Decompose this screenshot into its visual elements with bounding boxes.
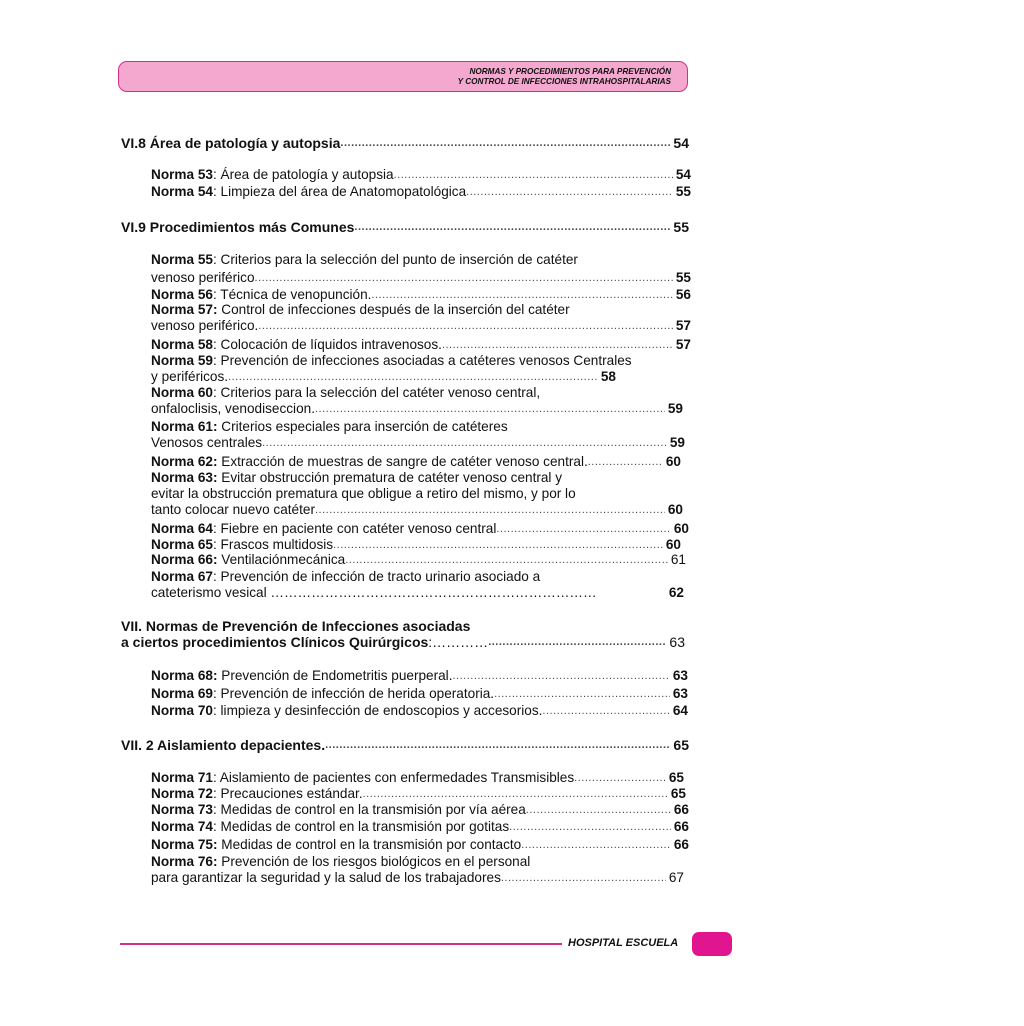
toc-entry-norma-65[interactable]: Norma 65: Frascos multidosis ..... 60 bbox=[151, 537, 681, 553]
toc-entry-norma-76[interactable]: Norma 76: Prevención de los riesgos biológicos en el personal para garantizar la seguridad y la salud de los trabajadores ..... 67 bbox=[151, 854, 684, 886]
footer-rule bbox=[120, 943, 562, 945]
toc-entry-norma-68[interactable]: Norma 68: Prevención de Endometritis puerperal. ..... 63 bbox=[151, 668, 688, 684]
toc-entry-norma-59[interactable]: Norma 59: Prevención de infecciones asociadas a catéteres venosos Centrales y periféricos. ..... 58 bbox=[151, 353, 632, 385]
toc-entry-norma-67[interactable]: Norma 67: Prevención de infección de tracto urinario asociado a cateterismo vesical ……………………………………………………………… 62 bbox=[151, 569, 684, 600]
toc-entry-norma-61[interactable]: Norma 61: Criterios especiales para inserción de catéteres Venosos centrales ..... 59 bbox=[151, 419, 685, 451]
toc-section-vi8[interactable]: VI.8 Área de patología y autopsia ..... 54 bbox=[121, 135, 689, 151]
toc-entry-norma-58[interactable]: Norma 58: Colocación de líquidos intravenosos. ..... 57 bbox=[151, 337, 691, 353]
toc-section-vii2[interactable]: VII. 2 Aislamiento depacientes. ..... 65 bbox=[121, 737, 689, 753]
toc-entry-norma-69[interactable]: Norma 69: Prevención de infección de herida operatoria. ..... 63 bbox=[151, 686, 688, 702]
toc-entry-norma-54[interactable]: Norma 54: Limpieza del área de Anatomopatológica ..... 55 bbox=[151, 184, 691, 200]
toc-entry-norma-64[interactable]: Norma 64: Fiebre en paciente con catéter venoso central ..... 60 bbox=[151, 521, 689, 537]
toc-entry-norma-70[interactable]: Norma 70: limpieza y desinfección de endoscopios y accesorios. ..... 64 bbox=[151, 703, 688, 719]
toc-section-vii[interactable]: VII. Normas de Prevención de Infecciones asociadas a ciertos procedimientos Clínicos Quirúrgicos :………… ..... 63 bbox=[121, 618, 685, 650]
toc-entry-norma-71[interactable]: Norma 71: Aislamiento de pacientes con enfermedades Transmisibles ..... 65 bbox=[151, 770, 684, 786]
toc-entry-norma-74[interactable]: Norma 74: Medidas de control en la transmisión por gotitas ..... 66 bbox=[151, 819, 689, 835]
toc-entry-norma-66[interactable]: Norma 66: Ventilaciónmecánica ..... 61 bbox=[151, 552, 686, 568]
toc-entry-norma-73[interactable]: Norma 73: Medidas de control en la transmisión por vía aérea ..... 66 bbox=[151, 802, 689, 818]
toc-entry-norma-63[interactable]: Norma 63: Evitar obstrucción prematura de catéter venoso central y evitar la obstrucción prematura que obligue a retiro del mismo, y por lo tanto colocar nuevo catéter ..... 60 bbox=[151, 470, 683, 518]
toc-entry-norma-60[interactable]: Norma 60: Criterios para la selección del catéter venoso central, onfaloclisis, venodiseccion. ..... 59 bbox=[151, 385, 683, 417]
footer-label: HOSPITAL ESCUELA bbox=[568, 937, 679, 949]
toc-entry-norma-75[interactable]: Norma 75: Medidas de control en la transmisión por contacto ..... 66 bbox=[151, 837, 689, 853]
page-number-badge bbox=[692, 932, 732, 956]
toc-entry-norma-56[interactable]: Norma 56: Técnica de venopunción. ..... 56 bbox=[151, 287, 691, 303]
header-title bbox=[458, 67, 671, 87]
toc-entry-norma-57[interactable]: Norma 57: Control de infecciones después de la inserción del catéter venoso periférico. ..... 57 bbox=[151, 302, 691, 334]
toc-entry-norma-53[interactable]: Norma 53: Área de patología y autopsia ..... 54 bbox=[151, 167, 691, 183]
header-line-2: Y CONTROL DE INFECCIONES INTRAHOSPITALARIAS bbox=[457, 77, 671, 86]
header-banner bbox=[118, 61, 688, 92]
toc-entry-norma-62[interactable]: Norma 62: Extracción de muestras de sangre de catéter venoso central. ..... 60 bbox=[151, 454, 681, 470]
toc-entry-norma-55[interactable]: Norma 55: Criterios para la selección del punto de inserción de catéter venoso periférico ..... 55 bbox=[151, 252, 691, 286]
toc-entry-norma-72[interactable]: Norma 72: Precauciones estándar. ..... 65 bbox=[151, 786, 686, 802]
header-line-1: NORMAS Y PROCEDIMIENTOS PARA PREVENCIÓN bbox=[469, 67, 671, 76]
toc-section-vi9[interactable]: VI.9 Procedimientos más Comunes ..... 55 bbox=[121, 219, 689, 235]
